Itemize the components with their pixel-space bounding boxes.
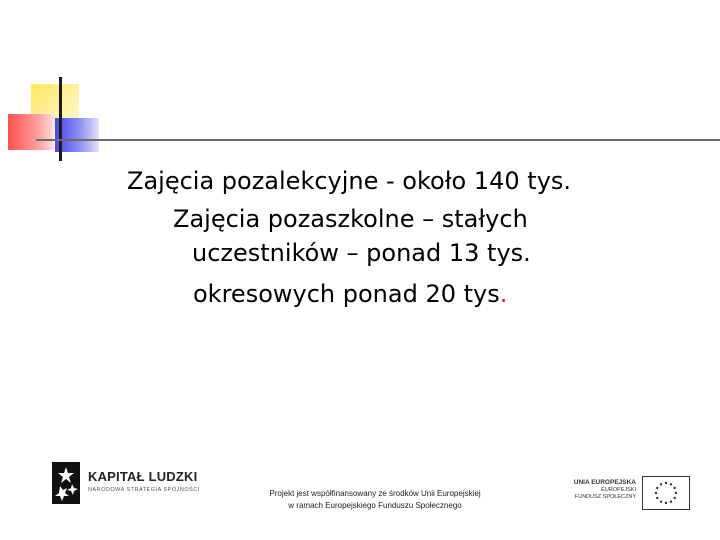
- decor-vertical-line: [59, 77, 62, 161]
- eu-logo: [566, 476, 690, 510]
- slide-line-4-text: okresowych ponad 20 tys: [193, 280, 500, 308]
- cofinancing-line-1: Projekt jest współfinansowany ze środków Unii Europejskiej: [269, 489, 481, 498]
- slide-line-1: Zajęcia pozalekcyjne - około 140 tys.: [127, 167, 572, 195]
- kapital-ludzki-subtitle: NARODOWA STRATEGIA SPÓJNOŚCI: [88, 487, 200, 493]
- eu-logo-subtitle-2: FUNDUSZ SPOŁECZNY: [574, 494, 636, 500]
- eu-logo-text: [574, 479, 636, 501]
- title-divider-line: [36, 139, 720, 141]
- decor-square-red: [8, 114, 54, 150]
- cofinancing-note: [230, 488, 520, 512]
- kapital-ludzki-logo-icon: [52, 462, 80, 504]
- slide-line-2: Zajęcia pozaszkolne – stałych: [173, 205, 528, 233]
- slide-line-3: uczestników – ponad 13 tys.: [192, 239, 531, 267]
- eu-logo-title: UNIA EUROPEJSKA: [573, 479, 636, 486]
- cofinancing-line-2: w ramach Europejskiego Funduszu Społecznego: [288, 501, 462, 510]
- eu-logo-subtitle-1: EUROPEJSKI: [601, 487, 636, 493]
- slide-line-4: [193, 276, 507, 312]
- kapital-ludzki-logo: [52, 462, 202, 506]
- slide-line-4-period: .: [499, 280, 508, 308]
- kapital-ludzki-title: KAPITAŁ LUDZKI: [88, 469, 198, 484]
- eu-flag-icon: [642, 476, 690, 510]
